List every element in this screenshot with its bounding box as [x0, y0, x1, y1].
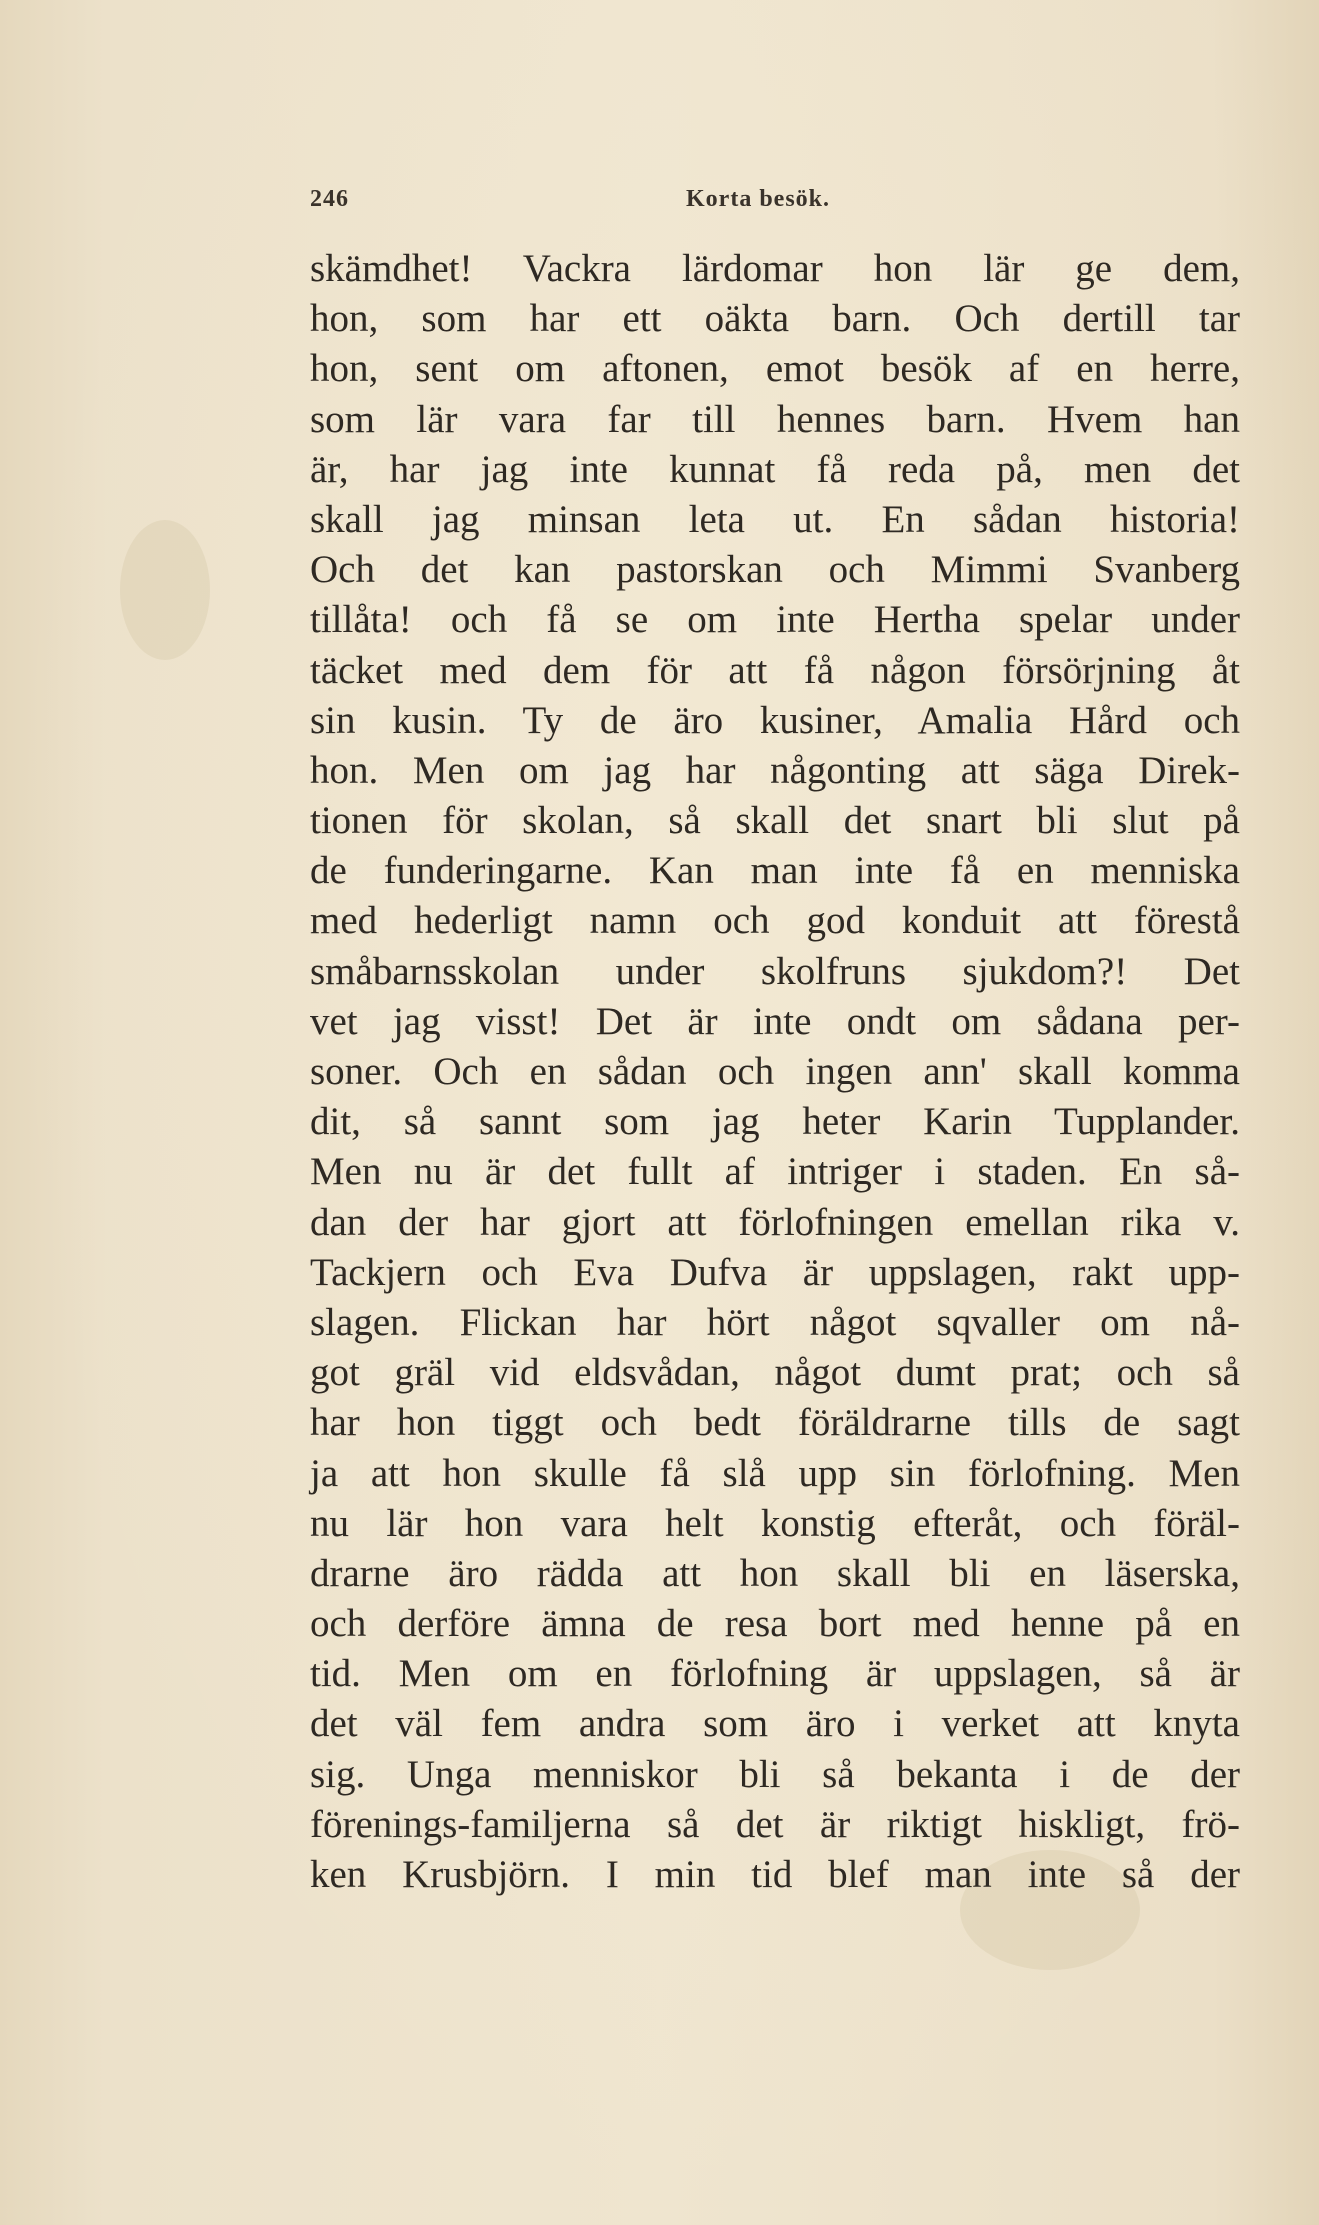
text-line: förenings-familjerna så det är riktigt hiskligt, frö- [310, 1802, 1240, 1846]
text-line: Men nu är det fullt af intriger i staden. En så- [310, 1150, 1240, 1194]
text-line: sin kusin. Ty de äro kusiner, Amalia Hård och [310, 698, 1240, 742]
running-head [310, 186, 1240, 226]
running-title: Korta besök. [686, 186, 830, 212]
text-line: soner. Och en sådan och ingen ann' skall komma [310, 1050, 1240, 1093]
text-line: täcket med dem för att få någon försörjning åt [310, 648, 1240, 692]
text-line: hon, som har ett oäkta barn. Och dertill tar [310, 297, 1240, 341]
body-text [310, 244, 1240, 1900]
text-line: sig. Unga menniskor bli så bekanta i de der [310, 1752, 1240, 1796]
text-line: hon. Men om jag har någonting att säga Direk- [310, 748, 1240, 792]
text-line: dan der har gjort att förlofningen emellan rika v. [310, 1200, 1240, 1244]
text-line: Och det kan pastorskan och Mimmi Svanberg [310, 548, 1240, 592]
text-line: tid. Men om en förlofning är uppslagen, så är [310, 1652, 1240, 1696]
text-line: är, har jag inte kunnat få reda på, men det [310, 447, 1240, 491]
page-number: 246 [310, 186, 349, 212]
text-line: det väl fem andra som äro i verket att knyta [310, 1702, 1240, 1746]
paper-stain [120, 520, 210, 660]
text-line: nu lär hon vara helt konstig efteråt, och föräl- [310, 1501, 1240, 1545]
text-line: hon, sent om aftonen, emot besök af en herre, [310, 347, 1240, 391]
text-line: och derföre ämna de resa bort med henne på en [310, 1602, 1240, 1646]
text-line: got gräl vid eldsvådan, något dumt prat; och så [310, 1351, 1240, 1395]
text-line: tionen för skolan, så skall det snart bli slut på [310, 799, 1240, 843]
text-line: har hon tiggt och bedt föräldrarne tills de sagt [310, 1401, 1240, 1445]
text-line: som lär vara far till hennes barn. Hvem han [310, 397, 1240, 441]
text-line: dit, så sannt som jag heter Karin Tupplander. [310, 1100, 1240, 1144]
text-line: ken Krusbjörn. I min tid blef man inte så der [310, 1853, 1240, 1896]
text-line: Tackjern och Eva Dufva är uppslagen, rakt upp- [310, 1250, 1240, 1294]
text-line: skämdhet! Vackra lärdomar hon lär ge dem, [310, 247, 1240, 290]
text-line: skall jag minsan leta ut. En sådan historia! [310, 497, 1240, 541]
text-line: de funderingarne. Kan man inte få en menniska [310, 849, 1240, 893]
text-line: vet jag visst! Det är inte ondt om sådana per- [310, 999, 1240, 1043]
text-line: med hederligt namn och god konduit att förestå [310, 899, 1240, 943]
text-line: drarne äro rädda att hon skall bli en läserska, [310, 1551, 1240, 1595]
text-line: slagen. Flickan har hört något sqvaller om nå- [310, 1300, 1240, 1344]
text-line: ja att hon skulle få slå upp sin förlofning. Men [310, 1451, 1240, 1495]
text-line: tillåta! och få se om inte Hertha spelar under [310, 598, 1240, 642]
text-line: småbarnsskolan under skolfruns sjukdom?! Det [310, 949, 1240, 993]
